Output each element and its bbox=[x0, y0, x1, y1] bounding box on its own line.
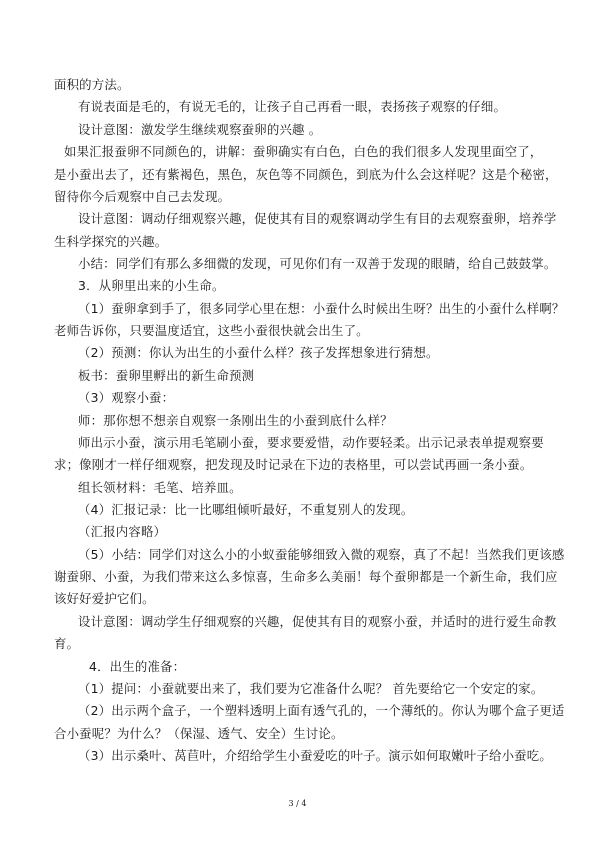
text-line: 设计意图：激发学生继续观察蚕卵的兴趣 。 bbox=[78, 121, 322, 137]
text-line: （3）出示桑叶、莴苣叶，介绍给学生小蚕爱吃的叶子。演示如何取嫩叶子给小蚕吃。 bbox=[78, 748, 552, 763]
text-line: 师：那你想不想亲自观察一条刚出生的小蚕到底什么样？ bbox=[78, 412, 393, 428]
text-line: 如果汇报蚕卵不同颜色的，讲解：蚕卵确实有白色，白色的我们很多人发现里面空了， bbox=[64, 144, 543, 160]
text-line: 面积的方法。 bbox=[54, 77, 130, 92]
text-line: （3）观察小蚕： bbox=[78, 390, 175, 406]
text-line: （4）汇报记录：比一比哪组倾听最好，不重复别人的发现。 bbox=[78, 502, 414, 517]
text-line: （2）出示两个盒子，一个塑料透明上面有透气孔的，一个薄纸的。你认为哪个盒子更适 bbox=[78, 703, 565, 719]
page-number: 3 / 4 bbox=[288, 799, 307, 808]
text-line: 该好好爱护它们。 bbox=[54, 591, 155, 607]
text-line: 设计意图：调动学生仔细观察的兴趣，促使其有目的观察小蚕，并适时的进行爱生命教 bbox=[78, 613, 557, 629]
text-line: 师出示小蚕，演示用毛笔刷小蚕，要求要爱惜，动作要轻柔。出示记录表单提观察要 bbox=[78, 434, 544, 450]
text-line: 有说表面是毛的，有说无毛的，让孩子自己再看一眼，表扬孩子观察的仔细。 bbox=[78, 99, 507, 115]
text-line: 求；像刚才一样仔细观察，把发现及时记录在下边的表格里，可以尝试再画一条小蚕。 bbox=[54, 457, 533, 473]
text-line: 谢蚕卵、小蚕，为我们带来这么多惊喜，生命多么美丽！每个蚕卵都是一个新生命，我们应 bbox=[54, 569, 558, 585]
text-line: 板书：蚕卵里孵出的新生命预测 bbox=[78, 367, 255, 383]
text-line: （5）小结：同学们对这么小的小蚁蚕能够细致入微的观察，真了不起！当然我们更该感 bbox=[78, 546, 565, 562]
section-heading: 3．从卵里出来的小生命。 bbox=[78, 278, 225, 294]
text-line: 合小蚕呢？为什么？（保湿、透气、安全）生讨论。 bbox=[54, 725, 344, 741]
text-line: 是小蚕出去了，还有紫褐色，黑色，灰色等不同颜色，到底为什么会这样呢？这是个秘密， bbox=[54, 166, 558, 182]
text-line: （1）提问：小蚕就要出来了，我们要为它准备什么呢？ 首先要给它一个安定的家。 bbox=[78, 680, 544, 696]
text-line: 留待你今后观察中自己去发现。 bbox=[54, 188, 231, 204]
section-heading: 4．出生的准备： bbox=[89, 658, 186, 674]
text-line: 组长领材料：毛笔、培养皿。 bbox=[78, 479, 242, 495]
text-line: （1）蚕卵拿到手了，很多同学心里在想：小蚕什么时候出生呀？出生的小蚕什么样啊？ bbox=[78, 300, 565, 316]
text-line: 老师告诉你，只要温度适宜，这些小蚕很快就会出生了。 bbox=[54, 323, 369, 338]
text-line: （2）预测：你认为出生的小蚕什么样？孩子发挥想象进行猜想。 bbox=[78, 345, 439, 361]
text-line: 小结：同学们有那么多细微的发现，可见你们有一双善于发现的眼睛，给自己鼓鼓掌。 bbox=[78, 255, 557, 271]
text-line: 设计意图：调动仔细观察兴趣，促使其有目的观察调动学生有目的去观察蚕卵，培养学 bbox=[78, 211, 557, 227]
text-line: （汇报内容略） bbox=[78, 524, 167, 540]
text-line: 生科学探究的兴趣。 bbox=[54, 233, 168, 249]
text-line: 育。 bbox=[54, 636, 80, 652]
